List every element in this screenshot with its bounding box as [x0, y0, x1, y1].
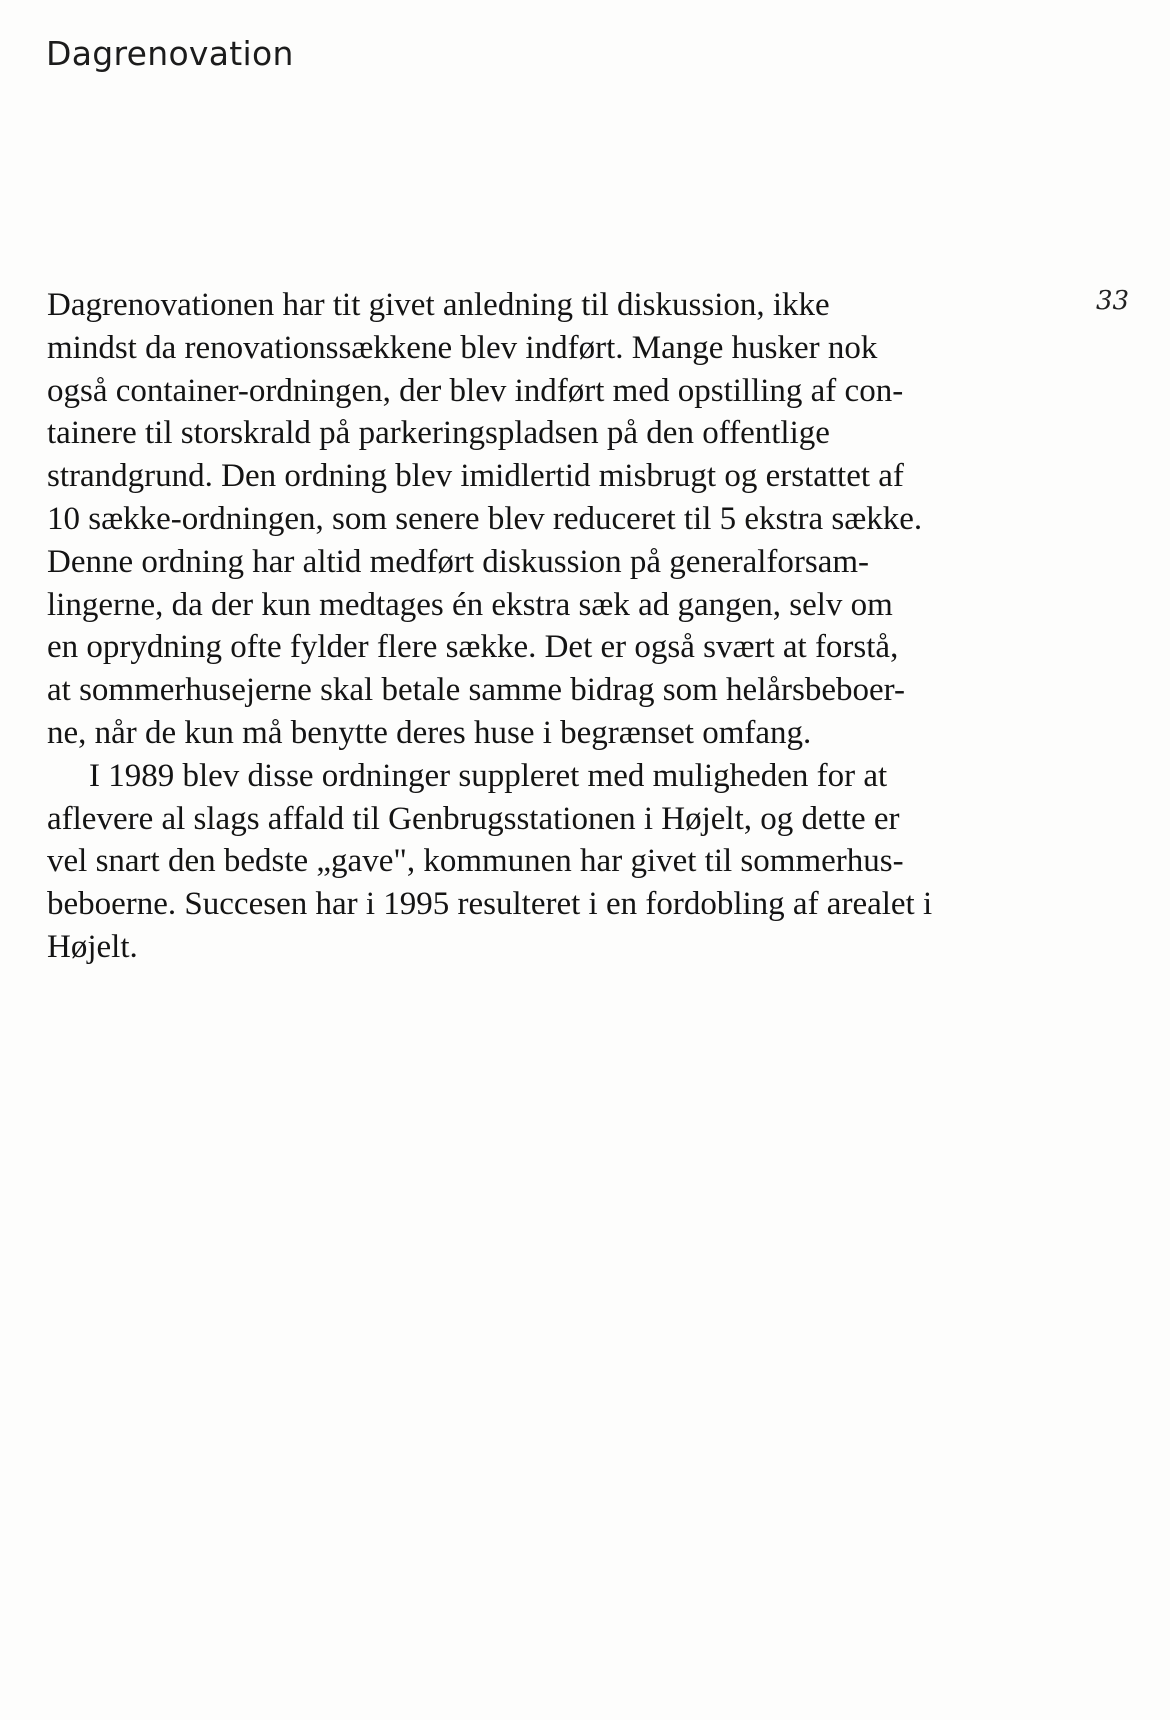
text-line: Højelt.	[47, 928, 138, 965]
body-text	[47, 284, 1077, 969]
text-line: ne, når de kun må benytte deres huse i begrænset omfang.	[47, 714, 812, 751]
text-line: aflevere al slags affald til Genbrugsstationen i Højelt, og dette er	[47, 800, 900, 837]
text-line: også container-ordningen, der blev indført med opstilling af con-	[47, 372, 904, 409]
page-title: Dagrenovation	[46, 34, 294, 73]
text-line: Dagrenovationen har tit givet anledning til diskussion, ikke	[47, 287, 830, 323]
text-line: mindst da renovationssækkene blev indført. Mange husker nok	[47, 329, 878, 366]
text-line: en oprydning ofte fylder flere sække. Det er også svært at forstå,	[47, 629, 899, 666]
text-line: 10 sække-ordningen, som senere blev reduceret til 5 ekstra sække.	[47, 500, 923, 537]
text-line: beboerne. Succesen har i 1995 resulteret i en fordobling af arealet i	[47, 886, 933, 923]
text-line: tainere til storskrald på parkeringspladsen på den offentlige	[47, 415, 830, 452]
text-line: strandgrund. Den ordning blev imidlertid misbrugt og erstattet af	[47, 458, 904, 495]
text-line: Denne ordning har altid medført diskussion på generalforsam-	[47, 543, 870, 580]
text-line: lingerne, da der kun medtages én ekstra sæk ad gangen, selv om	[47, 586, 893, 623]
text-line: I 1989 blev disse ordninger suppleret med muligheden for at	[89, 757, 888, 794]
text-line: at sommerhusejerne skal betale samme bidrag som helårsbeboer-	[47, 672, 905, 709]
page-number: 33	[1096, 286, 1130, 316]
text-line: vel snart den bedste „gave", kommunen har givet til sommerhus-	[47, 843, 904, 880]
